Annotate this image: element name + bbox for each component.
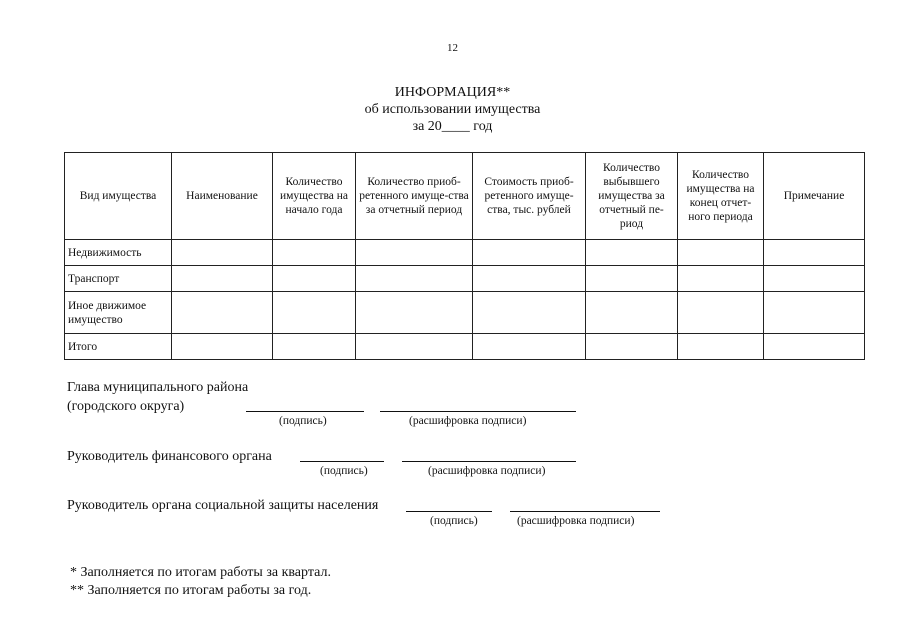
table-cell <box>473 240 586 266</box>
header-property-type: Вид имущества <box>65 153 172 240</box>
title-year: за 20____ год <box>412 119 493 134</box>
table-row <box>65 334 865 360</box>
decode-caption: (расшифровка подписи) <box>517 515 635 527</box>
table-row <box>65 240 865 266</box>
header-note: Примечание <box>764 153 865 240</box>
signatory-title: Руководитель финансового органа <box>67 449 272 464</box>
table-cell <box>273 334 356 360</box>
row-label: Транспорт <box>65 266 172 292</box>
table-row <box>65 292 865 334</box>
table-cell <box>764 334 865 360</box>
header-qty-start: Количество имущества на начало года <box>273 153 356 240</box>
decode-caption: (расшифровка подписи) <box>409 415 527 427</box>
decode-line <box>402 461 576 462</box>
table-cell <box>764 266 865 292</box>
table-cell <box>172 334 273 360</box>
signature-line <box>300 461 384 462</box>
signature-line <box>246 411 364 412</box>
footnote-annual: ** Заполняется по итогам работы за год. <box>70 583 312 598</box>
signature-caption: (подпись) <box>430 515 478 527</box>
table-header-row <box>65 153 865 240</box>
table-cell <box>764 240 865 266</box>
table-cell <box>764 292 865 334</box>
table-cell <box>586 334 678 360</box>
document-title <box>0 84 905 135</box>
property-usage-table <box>64 152 865 360</box>
table-cell <box>586 292 678 334</box>
signatory-title: Глава муниципального района <box>67 380 249 395</box>
table-cell <box>678 266 764 292</box>
table-cell <box>473 334 586 360</box>
table-cell <box>356 334 473 360</box>
table-cell <box>678 240 764 266</box>
table-cell <box>172 240 273 266</box>
table-cell <box>356 266 473 292</box>
title-heading: ИНФОРМАЦИЯ** <box>394 85 511 100</box>
row-label: Итого <box>65 334 172 360</box>
header-qty-end: Количество имущества на конец отчет-ного периода <box>678 153 764 240</box>
signature-caption: (подпись) <box>320 465 368 477</box>
header-name: Наименование <box>172 153 273 240</box>
signatory-title: Руководитель органа социальной защиты населения <box>67 498 379 513</box>
decode-caption: (расшифровка подписи) <box>428 465 546 477</box>
header-qty-disposed: Количество выбывшего имущества за отчетный пе-риод <box>586 153 678 240</box>
title-subheading: об использовании имущества <box>364 102 541 117</box>
decode-line <box>380 411 576 412</box>
header-qty-acquired: Количество приоб-ретенного имуще-ства за отчетный период <box>356 153 473 240</box>
table-cell <box>273 240 356 266</box>
table-row <box>65 266 865 292</box>
table-cell <box>473 266 586 292</box>
row-label: Иное движимое имущество <box>65 292 172 334</box>
row-label: Недвижимость <box>65 240 172 266</box>
table-cell <box>172 292 273 334</box>
table-cell <box>586 240 678 266</box>
table-cell <box>356 292 473 334</box>
page-number: 12 <box>447 42 458 54</box>
table-cell <box>678 334 764 360</box>
signatory-title-cont: (городского округа) <box>67 399 185 414</box>
table-cell <box>356 240 473 266</box>
decode-line <box>510 511 660 512</box>
table-cell <box>172 266 273 292</box>
signature-line <box>406 511 492 512</box>
table-cell <box>273 266 356 292</box>
footnote-quarterly: * Заполняется по итогам работы за квартал. <box>70 565 331 580</box>
table-cell <box>586 266 678 292</box>
table-cell <box>273 292 356 334</box>
signature-caption: (подпись) <box>279 415 327 427</box>
table-cell <box>473 292 586 334</box>
header-cost-acquired: Стоимость приоб-ретенного имуще-ства, тыс. рублей <box>473 153 586 240</box>
table-cell <box>678 292 764 334</box>
